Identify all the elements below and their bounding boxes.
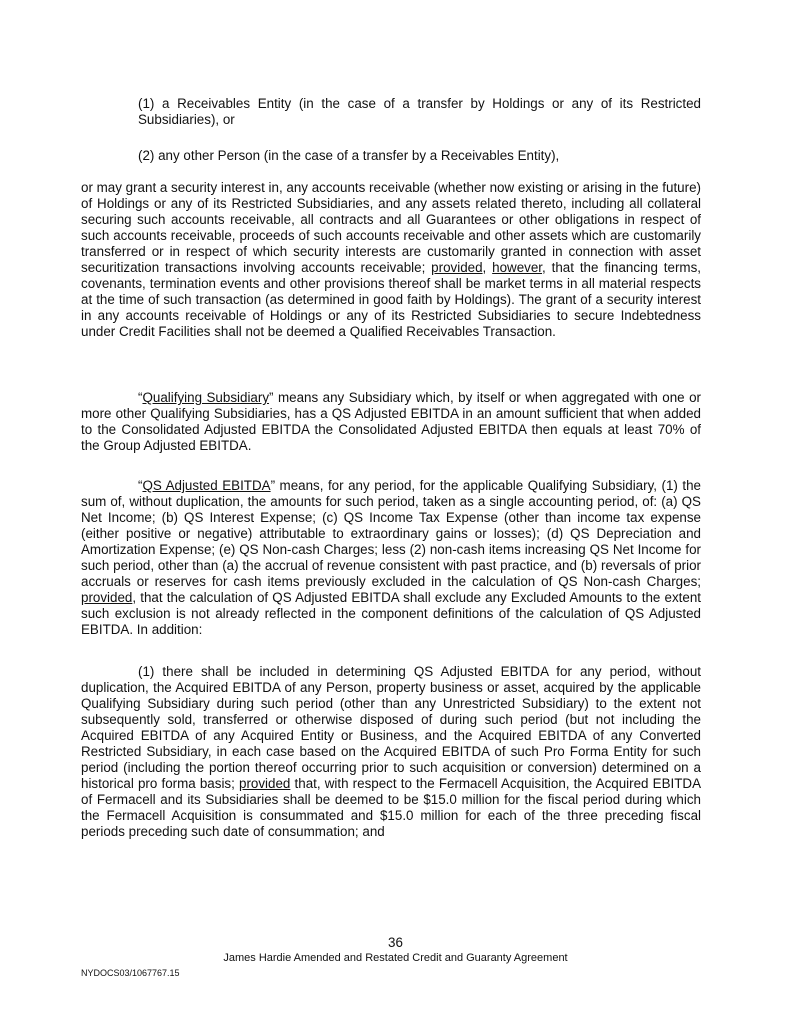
clause-1-paragraph bbox=[138, 96, 701, 128]
defined-term-qualifying-subsidiary: Qualifying Subsidiary bbox=[142, 390, 270, 405]
footer-title: James Hardie Amended and Restated Credit and Guaranty Agreement bbox=[223, 952, 568, 964]
open-quote: “ bbox=[138, 478, 143, 493]
provided-term: provided bbox=[81, 590, 133, 605]
qs-adjusted-ebitda-text-1: ” means, for any period, for the applicable Qualifying Subsidiary, (1) the sum of, without duplication, the amounts for such period, taken as a single accounting period, of: (a) QS Net Income; (b) QS Interest Expense; (c) QS Income Tax Expense (other than income tax expense (either positive or negative) attributable to extraordinary gains or losses); (d) QS Depreciation and Amortization Expense; (e) QS Non-cash Charges; less (2) non-cash items increasing QS Net Income for such period, other than (a) the accrual of revenue consistent with past practice, and (b) reversals of prior accruals or reserves for cash items previously excluded in the calculation of QS Non-cash Charges; bbox=[81, 478, 701, 589]
defined-term-qs-adjusted-ebitda: QS Adjusted EBITDA bbox=[142, 478, 271, 493]
clause-2-text: (2) any other Person (in the case of a transfer by a Receivables Entity), bbox=[138, 148, 560, 163]
addition-1-paragraph bbox=[81, 664, 701, 840]
qs-adjusted-ebitda-definition bbox=[81, 478, 701, 638]
clause-1-text: (1) a Receivables Entity (in the case of a transfer by Holdings or any of its Restricted Subsidiaries), or bbox=[138, 96, 701, 127]
receivables-text-part2: , that the financing terms, covenants, termination events and other provisions thereof shall be market terms in all material respects at the time of such transaction (as determined in good faith by Holdings). The grant of a security interest in any accounts receivable of Holdings or any of its Restricted Subsidiaries to secure Indebtedness under Credit Facilities shall not be deemed a Qualified Receivables Transaction. bbox=[81, 260, 701, 339]
open-quote: “ bbox=[138, 390, 143, 405]
however-term: however bbox=[492, 260, 543, 275]
provided-term: provided bbox=[431, 260, 483, 275]
qualifying-subsidiary-text: ” means any Subsidiary which, by itself or when aggregated with one or more other Qualifying Subsidiaries, has a QS Adjusted EBITDA in an amount sufficient that when added to the Consolidated Adjusted EBITDA the Consolidated Adjusted EBITDA then equals at least 70% of the Group Adjusted EBITDA. bbox=[81, 390, 701, 453]
addition-1-text-1: (1) there shall be included in determining QS Adjusted EBITDA for any period, without duplication, the Acquired EBITDA of any Person, property business or asset, acquired by the applicable Qualifying Subsidiary during such period (other than any Unrestricted Subsidiary) to the extent not subsequently sold, transferred or otherwise disposed of during such period (but not including the Acquired EBITDA of any Acquired Entity or Business, and the Acquired EBITDA of any Converted Restricted Subsidiary, in each case based on the Acquired EBITDA of such Pro Forma Entity for such period (including the portion thereof occurring prior to such acquisition or conversion) determined on a historical pro forma basis; bbox=[81, 664, 701, 791]
document-id: NYDOCS03/1067767.15 bbox=[81, 968, 180, 978]
provided-term: provided bbox=[239, 776, 291, 791]
receivables-paragraph bbox=[81, 180, 701, 340]
clause-2-paragraph bbox=[138, 148, 701, 164]
qualifying-subsidiary-definition bbox=[81, 390, 701, 454]
qs-adjusted-ebitda-text-2: , that the calculation of QS Adjusted EBITDA shall exclude any Excluded Amounts to the extent such exclusion is not already reflected in the component definitions of the calculation of QS Adjusted EBITDA. In addition: bbox=[81, 590, 701, 637]
page-number: 36 bbox=[388, 935, 403, 950]
addition-1-text-2: that, with respect to the Fermacell Acquisition, the Acquired EBITDA of Fermacell and its Subsidiaries shall be deemed to be $15.0 million for the fiscal period during which the Fermacell Acquisition is consummated and $15.0 million for each of the three preceding fiscal periods preceding such date of consummation; and bbox=[81, 776, 702, 839]
receivables-separator: , bbox=[482, 260, 493, 275]
receivables-text-part1: or may grant a security interest in, any accounts receivable (whether now existing or arising in the future) of Holdings or any of its Restricted Subsidiaries, and any assets related thereto, including all collateral securing such accounts receivable, all contracts and all Guarantees or other obligations in respect of such accounts receivable, proceeds of such accounts receivable and other assets which are customarily transferred or in respect of which security interests are customarily granted in connection with asset securitization transactions involving accounts receivable; bbox=[81, 180, 701, 275]
